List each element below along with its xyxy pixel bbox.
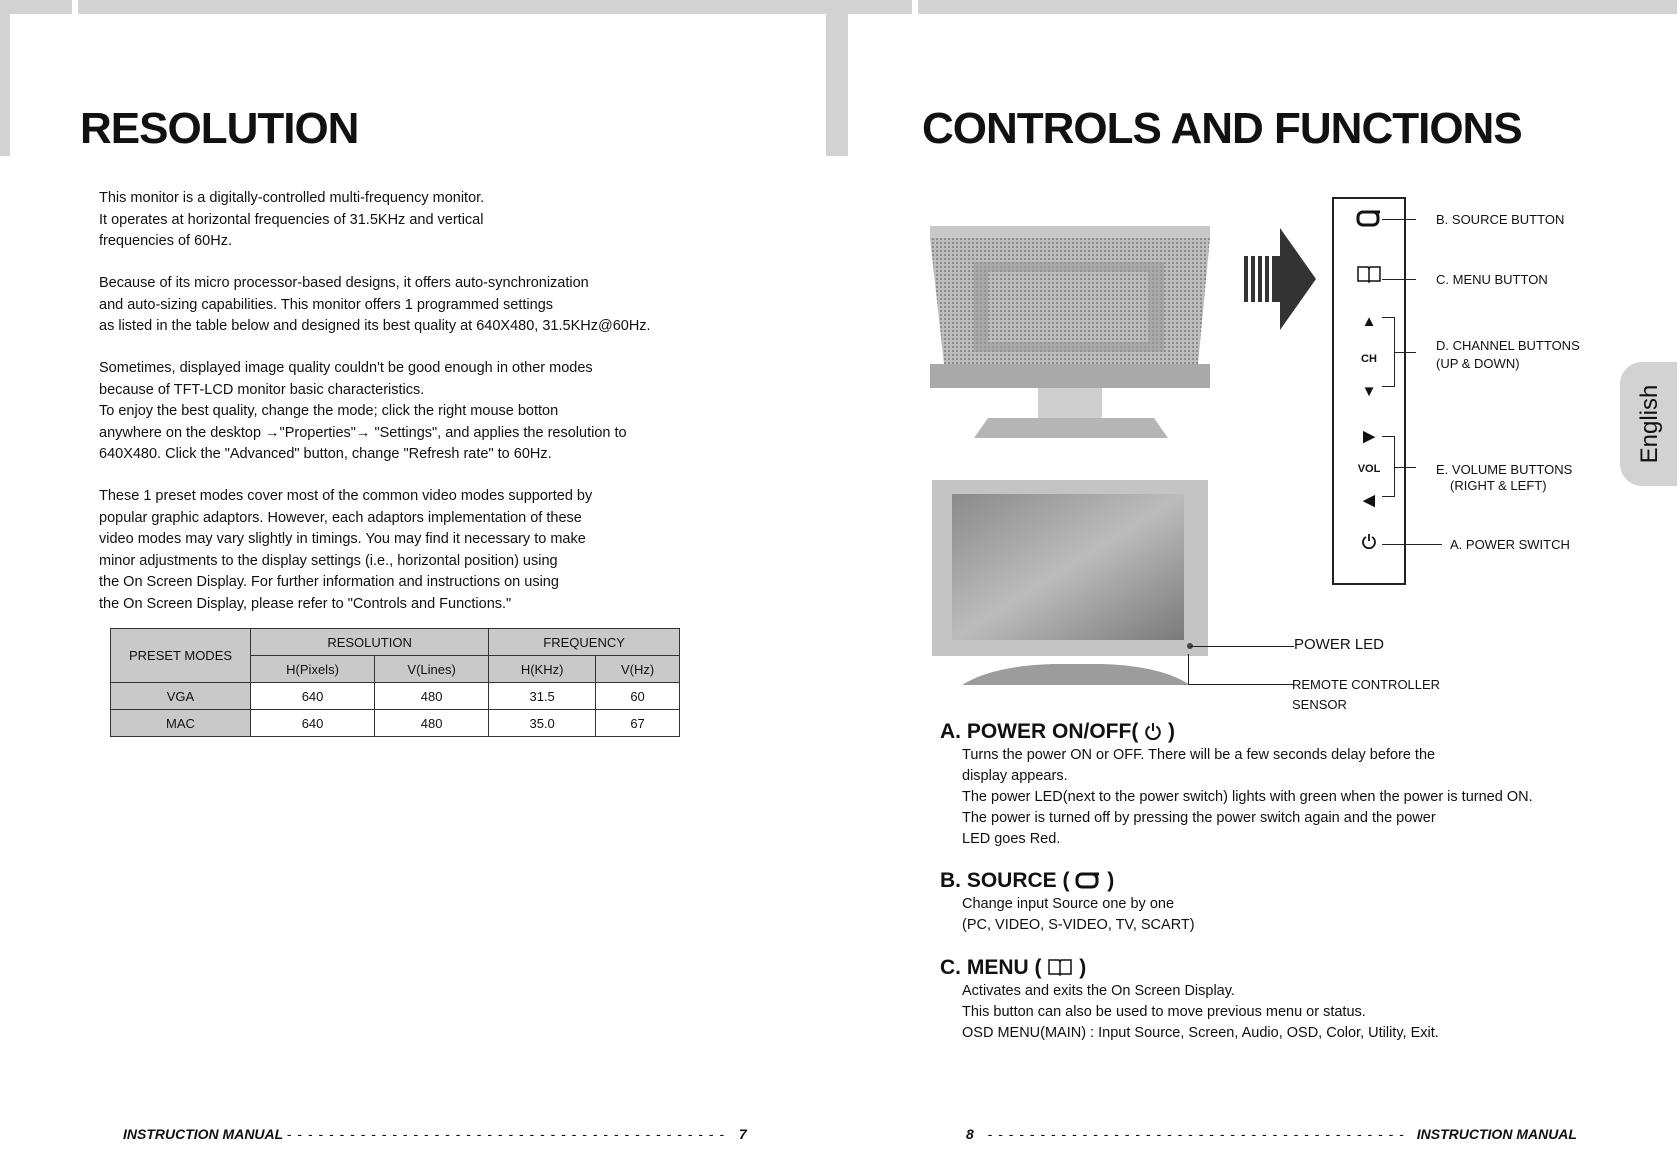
quality-paragraph bbox=[99, 358, 719, 466]
text-line: Change input Source one by one bbox=[962, 896, 1175, 912]
power-led-leader bbox=[1190, 646, 1294, 647]
power-button[interactable] bbox=[1334, 533, 1404, 553]
left-footer bbox=[123, 1126, 747, 1142]
text-line: display appears. bbox=[962, 768, 1068, 784]
text-line: This monitor is a digitally-controlled multi-frequency monitor. bbox=[99, 190, 485, 206]
source-icon bbox=[1356, 209, 1382, 227]
channel-up-button[interactable]: ▲ bbox=[1361, 313, 1377, 330]
remote-sensor-leader-v bbox=[1188, 654, 1189, 684]
language-tab-label: English bbox=[1636, 384, 1663, 464]
h-pixels-header: H(Pixels) bbox=[251, 656, 375, 683]
text-line: minor adjustments to the display settings (i.e., horizontal position) using bbox=[99, 552, 558, 569]
close-paren: ) bbox=[1079, 956, 1087, 979]
preset-modes-table bbox=[110, 628, 680, 737]
channel-buttons-sublabel: (UP & DOWN) bbox=[1436, 356, 1520, 371]
text-line: the On Screen Display, please refer to "Controls and Functions." bbox=[99, 595, 512, 612]
volume-leader bbox=[1394, 467, 1416, 468]
frequency-header: FREQUENCY bbox=[489, 629, 680, 656]
right-page-top-bar-small bbox=[840, 0, 912, 14]
menu-section-body bbox=[962, 981, 1439, 1044]
volume-bracket-top bbox=[1382, 436, 1394, 437]
text-line: Activates and exits the On Screen Display. bbox=[962, 983, 1235, 999]
source-icon bbox=[1075, 871, 1101, 889]
menu-leader bbox=[1382, 279, 1416, 280]
power-led-label: POWER LED bbox=[1294, 636, 1385, 653]
control-panel bbox=[1332, 197, 1406, 585]
remote-sensor-label-2: SENSOR bbox=[1292, 697, 1347, 712]
table-cell: 480 bbox=[375, 683, 489, 710]
footer-label: INSTRUCTION MANUAL bbox=[1416, 1126, 1577, 1142]
table-cell: 67 bbox=[596, 710, 680, 737]
right-page-top-bar bbox=[918, 0, 1677, 14]
right-footer bbox=[966, 1126, 1577, 1142]
text-line: and auto-sizing capabilities. This monitor offers 1 programmed settings bbox=[99, 296, 554, 313]
page-number: 8 bbox=[966, 1126, 974, 1142]
volume-left-button[interactable]: ◀ bbox=[1363, 492, 1375, 509]
text-line: (PC, VIDEO, S-VIDEO, TV, SCART) bbox=[962, 917, 1195, 933]
close-paren: ) bbox=[1168, 720, 1176, 743]
power-icon bbox=[1361, 533, 1377, 549]
volume-label: VOL bbox=[1357, 463, 1381, 475]
right-page-side-bar bbox=[840, 14, 848, 156]
power-section-body bbox=[962, 745, 1533, 850]
text-line: OSD MENU(MAIN) : Input Source, Screen, Audio, OSD, Color, Utility, Exit. bbox=[962, 1025, 1439, 1041]
page-number: 7 bbox=[739, 1126, 747, 1142]
section-heading-text: B. SOURCE ( bbox=[940, 869, 1070, 892]
source-section-body bbox=[962, 894, 1195, 936]
footer-dashes: - - - - - - - - - - - - - - - - - - - - - - - - - - - - - - - - - - - - - - - - bbox=[987, 1126, 1405, 1142]
page-title-controls: CONTROLS AND FUNCTIONS bbox=[922, 104, 1522, 153]
source-button-label: B. SOURCE BUTTON bbox=[1436, 212, 1565, 227]
menu-button-label: C. MENU BUTTON bbox=[1436, 272, 1548, 287]
channel-buttons-label: D. CHANNEL BUTTONS bbox=[1436, 338, 1580, 353]
text-line: To enjoy the best quality, change the mode; click the right mouse botton bbox=[99, 403, 559, 419]
text-line: 640X480. Click the "Advanced" button, change "Refresh rate" to 60Hz. bbox=[99, 446, 552, 462]
text-line: The power LED(next to the power switch) lights with green when the power is turned ON. bbox=[962, 789, 1533, 805]
text-line: because of TFT-LCD monitor basic characteristics. bbox=[99, 381, 425, 398]
close-paren: ) bbox=[1107, 869, 1115, 892]
text-line: popular graphic adaptors. However, each adaptors implementation of these bbox=[99, 509, 582, 526]
source-button[interactable] bbox=[1334, 209, 1404, 231]
h-khz-header: H(KHz) bbox=[489, 656, 596, 683]
left-page-top-bar-small bbox=[0, 0, 72, 14]
power-leader bbox=[1382, 544, 1442, 545]
section-heading-text: C. MENU ( bbox=[940, 956, 1042, 979]
channel-bracket-top bbox=[1382, 317, 1394, 318]
channel-bracket-bottom bbox=[1382, 386, 1394, 387]
text-line: The power is turned off by pressing the power switch again and the power bbox=[962, 810, 1436, 826]
text-line: LED goes Red. bbox=[962, 831, 1061, 847]
intro-paragraph bbox=[99, 188, 719, 253]
v-lines-header: V(Lines) bbox=[375, 656, 489, 683]
text-line: These 1 preset modes cover most of the common video modes supported by bbox=[99, 488, 593, 504]
source-section-heading bbox=[940, 869, 1114, 893]
text-line: This button can also be used to move previous menu or status. bbox=[962, 1004, 1366, 1020]
table-row bbox=[111, 683, 680, 710]
footer-dashes: - - - - - - - - - - - - - - - - - - - - - - - - - - - - - - - - - - - - - - - - - - bbox=[286, 1126, 726, 1142]
volume-buttons-sublabel: (RIGHT & LEFT) bbox=[1450, 478, 1547, 493]
preset-modes-header: PRESET MODES bbox=[111, 629, 251, 683]
volume-bracket-bottom bbox=[1382, 496, 1394, 497]
footer-label: INSTRUCTION MANUAL bbox=[123, 1126, 283, 1142]
table-cell: 640 bbox=[251, 683, 375, 710]
table-row bbox=[111, 710, 680, 737]
table-cell: 480 bbox=[375, 710, 489, 737]
text-line: as listed in the table below and designed its best quality at 640X480, 31.5KHz@60Hz. bbox=[99, 318, 651, 334]
mode-cell: VGA bbox=[111, 683, 251, 710]
resolution-header: RESOLUTION bbox=[251, 629, 489, 656]
menu-section-heading bbox=[940, 956, 1086, 980]
text-line: anywhere on the desktop →"Properties"→ "Settings", and applies the resolution to bbox=[99, 424, 627, 441]
volume-buttons-label: E. VOLUME BUTTONS bbox=[1436, 462, 1573, 477]
preset-paragraph bbox=[99, 486, 719, 615]
left-page-side-bar bbox=[0, 14, 10, 156]
text-line: video modes may vary slightly in timings. You may find it necessary to make bbox=[99, 531, 586, 547]
power-icon bbox=[1144, 722, 1162, 740]
table-header-row bbox=[111, 629, 680, 656]
table-cell: 60 bbox=[596, 683, 680, 710]
text-line: Turns the power ON or OFF. There will be a few seconds delay before the bbox=[962, 747, 1436, 763]
table-cell: 31.5 bbox=[489, 683, 596, 710]
left-page-top-bar bbox=[78, 0, 826, 14]
table-cell: 35.0 bbox=[489, 710, 596, 737]
arrow-graphic bbox=[1244, 228, 1316, 332]
section-heading-text: A. POWER ON/OFF( bbox=[940, 720, 1139, 743]
power-section-heading bbox=[940, 720, 1175, 744]
design-paragraph bbox=[99, 273, 719, 338]
channel-down-button[interactable]: ▼ bbox=[1361, 383, 1377, 400]
menu-icon bbox=[1356, 265, 1382, 283]
channel-leader bbox=[1394, 352, 1416, 353]
text-line: It operates at horizontal frequencies of 31.5KHz and vertical bbox=[99, 211, 484, 228]
menu-button[interactable] bbox=[1334, 265, 1404, 287]
language-tab[interactable] bbox=[1620, 362, 1677, 486]
remote-sensor-leader-h bbox=[1188, 684, 1294, 685]
mode-cell: MAC bbox=[111, 710, 251, 737]
power-switch-label: A. POWER SWITCH bbox=[1450, 537, 1570, 552]
volume-right-button[interactable]: ▶ bbox=[1363, 428, 1375, 445]
v-hz-header: V(Hz) bbox=[596, 656, 680, 683]
source-leader bbox=[1382, 219, 1416, 220]
page-title-resolution: RESOLUTION bbox=[80, 104, 359, 153]
remote-sensor-label-1: REMOTE CONTROLLER bbox=[1292, 677, 1441, 692]
text-line: Sometimes, displayed image quality couldn't be good enough in other modes bbox=[99, 360, 593, 376]
monitor-rear-photo bbox=[928, 222, 1214, 458]
menu-icon bbox=[1047, 958, 1073, 976]
text-line: frequencies of 60Hz. bbox=[99, 233, 232, 249]
monitor-front-photo bbox=[932, 480, 1216, 686]
table-cell: 640 bbox=[251, 710, 375, 737]
channel-label: CH bbox=[1361, 353, 1377, 365]
text-line: the On Screen Display. For further information and instructions on using bbox=[99, 574, 559, 590]
text-line: Because of its micro processor-based designs, it offers auto-synchronization bbox=[99, 275, 589, 291]
left-page-right-bar bbox=[826, 0, 840, 156]
